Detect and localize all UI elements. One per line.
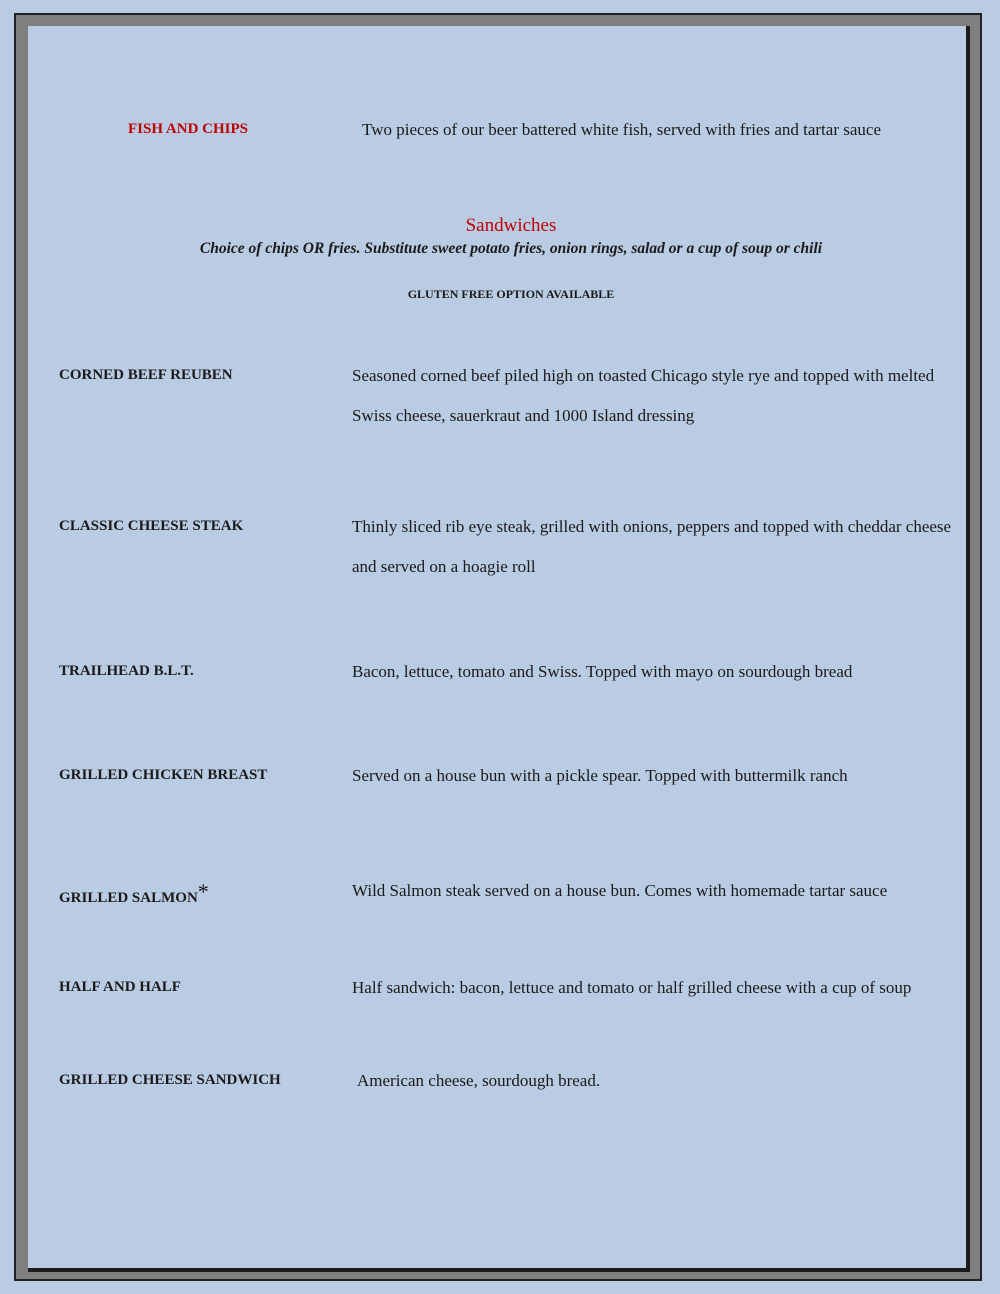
description-line: Half sandwich: bacon, lettuce and tomato or half grilled cheese with a cup of soup: [352, 978, 912, 997]
section-subtitle: Choice of chips OR fries. Substitute sweet potato fries, onion rings, salad or a cup of soup or chili: [199, 240, 823, 257]
section-title: Sandwiches: [465, 215, 557, 236]
description-line: American cheese, sourdough bread.: [357, 1071, 601, 1090]
menu-item-name: GRILLED CHICKEN BREAST: [59, 767, 268, 783]
description-line: Bacon, lettuce, tomato and Swiss. Topped with mayo on sourdough bread: [352, 662, 853, 681]
fish-and-chips-description: Two pieces of our beer battered white fish, served with fries and tartar sauce: [362, 120, 881, 139]
menu-item-description: [352, 652, 972, 692]
menu-item-name: TRAILHEAD B.L.T.: [59, 663, 194, 679]
description-line: Swiss cheese, sauerkraut and 1000 Island dressing: [352, 406, 695, 425]
description-line: Thinly sliced rib eye steak, grilled with onions, peppers and topped with cheddar cheese: [352, 517, 952, 536]
menu-item-description: [352, 756, 972, 796]
menu-item-name: CORNED BEEF REUBEN: [59, 367, 233, 383]
gluten-free-note: GLUTEN FREE OPTION AVAILABLE: [407, 287, 615, 301]
asterisk-marker: *: [197, 879, 209, 904]
menu-item-name: [59, 879, 209, 908]
description-line: and served on a hoagie roll: [352, 557, 536, 576]
menu-item-name: GRILLED CHEESE SANDWICH: [59, 1072, 281, 1088]
description-line: Served on a house bun with a pickle spear. Topped with buttermilk ranch: [352, 766, 848, 785]
menu-item-name: CLASSIC CHEESE STEAK: [59, 518, 244, 534]
menu-item-description: [352, 871, 972, 911]
menu-item-label: GRILLED SALMON: [59, 890, 198, 906]
menu-item-name: HALF AND HALF: [59, 979, 181, 995]
menu-item-description: [357, 1061, 977, 1101]
menu-item-description: [352, 507, 972, 587]
description-line: Seasoned corned beef piled high on toasted Chicago style rye and topped with melted: [352, 366, 935, 385]
menu-item-description: [352, 356, 972, 436]
menu-item-description: [352, 968, 972, 1008]
fish-and-chips-name: FISH AND CHIPS: [128, 121, 249, 137]
description-line: Wild Salmon steak served on a house bun. Comes with homemade tartar sauce: [352, 881, 888, 900]
